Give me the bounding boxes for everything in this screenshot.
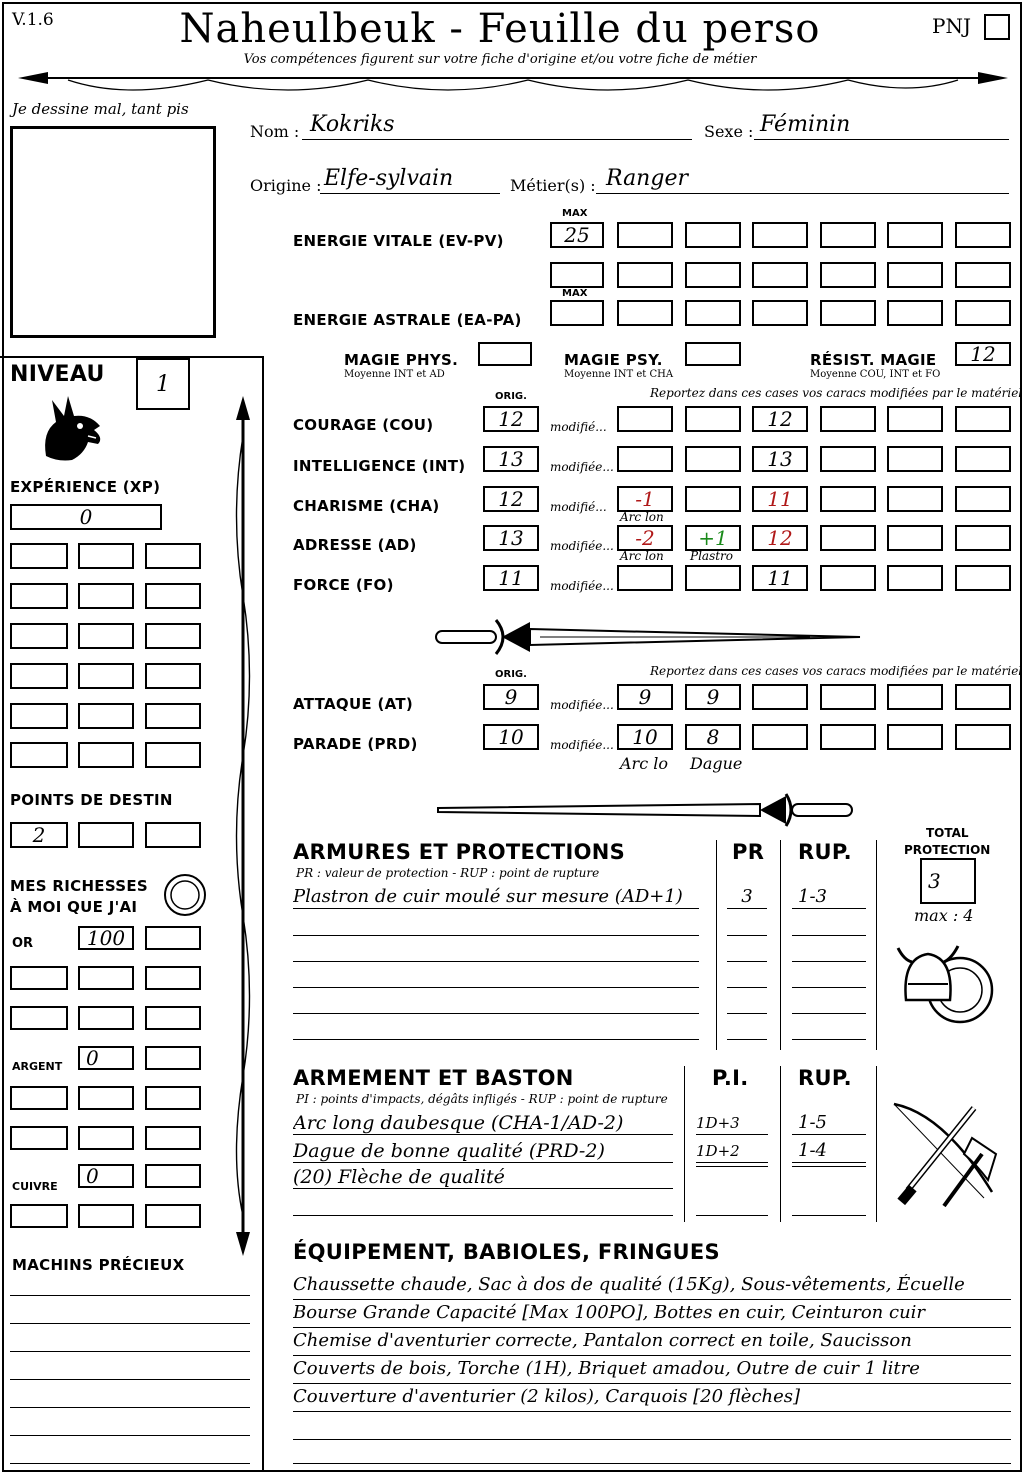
or-box[interactable] [10, 1006, 68, 1030]
nom-field[interactable]: Kokriks [302, 112, 692, 140]
machins-line[interactable] [10, 1384, 250, 1408]
armor-line[interactable] [293, 938, 699, 962]
resist-magie-sub: Moyenne COU, INT et FO [810, 369, 941, 380]
armor-line[interactable] [792, 938, 866, 962]
ev-box[interactable] [955, 222, 1011, 248]
argent-label: ARGENT [12, 1060, 63, 1073]
destin-box[interactable] [78, 822, 134, 848]
stat-mod-cou[interactable] [820, 406, 876, 432]
ea-box[interactable] [955, 300, 1011, 326]
niveau-label: NIVEAU [10, 362, 105, 387]
armor-line[interactable] [727, 912, 767, 936]
ev-box[interactable] [550, 262, 604, 288]
stat-mod-cou[interactable] [617, 406, 673, 432]
equipment-line[interactable]: Couverture d'aventurier (2 kilos), Carquois [20 flèches] [293, 1386, 1011, 1412]
xp-box[interactable] [78, 543, 134, 569]
argent-box[interactable] [10, 1086, 68, 1110]
armor-line[interactable] [792, 964, 866, 988]
equipment-line[interactable]: Chemise d'aventurier correcte, Pantalon correct en toile, Saucisson [293, 1330, 1011, 1356]
prd-mod[interactable] [820, 724, 876, 750]
armor-subtitle: PR : valeur de protection - RUP : point de rupture [296, 866, 600, 880]
weapon-line[interactable] [792, 1194, 866, 1216]
equipment-line[interactable]: Chaussette chaude, Sac à dos de qualité (15Kg), Sous-vêtements, Écuelle [293, 1274, 1011, 1300]
weapon-pi[interactable]: 1D+2 [696, 1140, 768, 1163]
xp-box[interactable] [145, 663, 201, 689]
stat-mod-cha[interactable] [887, 486, 943, 512]
destin-label: POINTS DE DESTIN [10, 791, 173, 809]
equipment-line[interactable] [293, 1414, 1011, 1440]
armor-line[interactable] [792, 1016, 866, 1040]
page-title: Naheulbeuk - Feuille du perso [179, 6, 821, 52]
pnj-label: PNJ [932, 14, 971, 38]
xp-box[interactable] [78, 663, 134, 689]
or-box[interactable] [145, 926, 201, 950]
stat-orig-cha[interactable]: 12 [483, 486, 539, 512]
stat-orig-ad[interactable]: 13 [483, 525, 539, 551]
ea-label: ENERGIE ASTRALE (EA-PA) [293, 311, 522, 329]
total-protection-label: TOTAL [926, 826, 969, 840]
xp-box[interactable] [10, 703, 68, 729]
stat-mod-int[interactable] [617, 446, 673, 472]
weapon-rup[interactable]: 1-4 [792, 1140, 866, 1163]
equipment-title: ÉQUIPEMENT, BABIOLES, FRINGUES [293, 1240, 720, 1264]
stat-label-fo: FORCE (FO) [293, 576, 394, 594]
stat-mod-label: modifiée... [550, 460, 614, 474]
ev-box[interactable] [617, 262, 673, 288]
version-label: V.1.6 [12, 10, 54, 30]
stat-mod-int[interactable] [955, 446, 1011, 472]
sexe-field[interactable]: Féminin [754, 112, 1009, 140]
armor-col-divider [876, 840, 877, 1050]
xp-box[interactable] [145, 583, 201, 609]
portrait-box[interactable] [10, 126, 216, 338]
at-mod[interactable]: 9 [685, 684, 741, 710]
combat-note: Dague [690, 754, 743, 773]
weapons-col-divider [876, 1066, 877, 1222]
argent-box[interactable] [145, 1126, 201, 1150]
ea-box[interactable] [752, 300, 808, 326]
xp-box[interactable] [10, 663, 68, 689]
combat-report-note: Reportez dans ces cases vos caracs modifiées par le matériel [650, 664, 1023, 678]
armor-rup-header: RUP. [798, 840, 852, 864]
xp-box[interactable] [145, 623, 201, 649]
cuivre-box[interactable] [145, 1164, 201, 1188]
ea-box[interactable] [820, 300, 876, 326]
or-box[interactable] [145, 966, 201, 990]
weapons-title: ARMEMENT ET BASTON [293, 1066, 574, 1090]
ev-box[interactable] [887, 222, 943, 248]
argent-box[interactable] [78, 1086, 134, 1110]
armor-line[interactable] [727, 1016, 767, 1040]
or-label: OR [12, 936, 34, 951]
armor-line[interactable] [792, 912, 866, 936]
xp-box[interactable] [10, 623, 68, 649]
at-mod[interactable]: 9 [617, 684, 673, 710]
cuivre-box[interactable]: 0 [78, 1164, 134, 1188]
cuivre-box[interactable] [78, 1204, 134, 1228]
stat-mod-fo[interactable] [685, 565, 741, 591]
prd-mod[interactable] [887, 724, 943, 750]
xp-label: EXPÉRIENCE (XP) [10, 478, 161, 496]
stat-mod-fo[interactable] [820, 565, 876, 591]
armor-rup[interactable]: 1-3 [792, 886, 866, 909]
stat-label-int: INTELLIGENCE (INT) [293, 457, 466, 475]
stat-final-int[interactable]: 13 [752, 446, 808, 472]
or-box[interactable] [78, 966, 134, 990]
stat-mod-ad[interactable] [887, 525, 943, 551]
at-mod-label: modifiée... [550, 698, 614, 712]
richesses-label: MES RICHESSES [10, 877, 149, 895]
nom-label: Nom : [250, 122, 300, 141]
ea-box[interactable] [617, 300, 673, 326]
spear-icon [226, 396, 260, 1256]
magie-phys-label: MAGIE PHYS. [344, 351, 459, 369]
sexe-label: Sexe : [704, 122, 754, 141]
richesses-label-2: À MOI QUE J'AI [10, 898, 138, 916]
machins-line[interactable] [10, 1272, 250, 1296]
stat-mod-fo[interactable] [887, 565, 943, 591]
stat-mod-label: modifiée... [550, 579, 614, 593]
weapons-subtitle: PI : points d'impacts, dégâts infligés - RUP : point de rupture [296, 1092, 668, 1106]
at-mod[interactable] [955, 684, 1011, 710]
cuivre-box[interactable] [10, 1204, 68, 1228]
machins-line[interactable] [10, 1328, 250, 1352]
origine-label: Origine : [250, 176, 322, 195]
armor-line[interactable] [727, 990, 767, 1014]
resist-magie-label: RÉSIST. MAGIE [810, 351, 937, 369]
sword-icon [430, 612, 870, 662]
armor-pr[interactable]: 3 [727, 886, 767, 909]
stat-final-ad[interactable]: 12 [752, 525, 808, 551]
equipment-line[interactable] [293, 1442, 1011, 1464]
argent-box[interactable] [145, 1046, 201, 1070]
stat-mod-label: modifié... [550, 420, 607, 434]
machins-line[interactable] [10, 1300, 250, 1324]
ev-max-box[interactable]: 25 [550, 222, 604, 248]
magie-psy-label: MAGIE PSY. [564, 351, 663, 369]
stat-mod-ad[interactable] [820, 525, 876, 551]
weapons-col-divider [684, 1066, 685, 1222]
ev-box[interactable] [955, 262, 1011, 288]
or-box[interactable] [145, 1006, 201, 1030]
ev-box[interactable] [887, 262, 943, 288]
magie-psy-box[interactable] [685, 342, 741, 366]
at-mod[interactable] [752, 684, 808, 710]
xp-box[interactable] [145, 742, 201, 768]
armor-line[interactable] [293, 990, 699, 1014]
metier-label: Métier(s) : [510, 176, 596, 195]
weapon-pi[interactable] [696, 1166, 768, 1167]
argent-box[interactable] [10, 1126, 68, 1150]
ev-box[interactable] [685, 222, 741, 248]
ea-max-label: MAX [562, 288, 588, 299]
xp-box[interactable] [78, 623, 134, 649]
at-label: ATTAQUE (AT) [293, 695, 414, 713]
combat-note: Arc lo [620, 754, 668, 773]
weapons-col-divider [780, 1066, 781, 1222]
weapon-pi[interactable]: 1D+3 [696, 1112, 768, 1135]
total-protection-box[interactable]: 3 [920, 858, 976, 904]
magie-phys-box[interactable] [478, 342, 532, 366]
ev-box[interactable] [820, 222, 876, 248]
destin-box[interactable] [145, 822, 201, 848]
armor-col-divider [716, 840, 717, 1050]
stat-mod-cha[interactable]: -1 [617, 486, 673, 512]
xp-box[interactable] [145, 703, 201, 729]
stat-label-cou: COURAGE (COU) [293, 416, 434, 434]
magie-psy-sub: Moyenne INT et CHA [564, 369, 674, 380]
stat-mod-cha[interactable] [685, 486, 741, 512]
weapon-rup[interactable]: 1-5 [792, 1112, 866, 1135]
weapon-item[interactable]: (20) Flèche de qualité [293, 1166, 673, 1189]
stat-orig-int[interactable]: 13 [483, 446, 539, 472]
prd-mod[interactable] [955, 724, 1011, 750]
stat-mod-fo[interactable] [617, 565, 673, 591]
stat-mod-label: modifié... [550, 500, 607, 514]
cuivre-label: CUIVRE [12, 1180, 58, 1193]
xp-box[interactable] [10, 742, 68, 768]
armor-item[interactable]: Plastron de cuir moulé sur mesure (AD+1) [293, 886, 699, 909]
at-mod[interactable] [820, 684, 876, 710]
max-protection-note: max : 4 [914, 906, 974, 925]
equipment-line[interactable]: Bourse Grande Capacité [Max 100PO], Bottes en cuir, Ceinturon cuir [293, 1302, 1011, 1328]
xp-box[interactable] [10, 543, 68, 569]
stat-mod-cou[interactable] [955, 406, 1011, 432]
armor-line[interactable] [792, 990, 866, 1014]
magie-phys-sub: Moyenne INT et AD [344, 369, 445, 380]
portrait-caption: Je dessine mal, tant pis [12, 100, 189, 118]
left-divider-top [0, 356, 264, 358]
stat-label-cha: CHARISME (CHA) [293, 497, 440, 515]
stat-mod-cha[interactable] [955, 486, 1011, 512]
xp-box[interactable] [145, 543, 201, 569]
ev-max-label: MAX [562, 208, 588, 219]
stat-mod-int[interactable] [820, 446, 876, 472]
machins-line[interactable] [10, 1356, 250, 1380]
prd-mod-label: modifiée... [550, 738, 614, 752]
prd-orig[interactable]: 10 [483, 724, 539, 750]
armor-line[interactable] [293, 1016, 699, 1040]
weapon-line[interactable] [696, 1194, 768, 1216]
stat-mod-fo[interactable] [955, 565, 1011, 591]
origine-field[interactable]: Elfe-sylvain [320, 166, 500, 194]
ev-label: ENERGIE VITALE (EV-PV) [293, 232, 504, 250]
weapons-pi-header: P.I. [712, 1066, 749, 1090]
stat-mod-int[interactable] [887, 446, 943, 472]
xp-box[interactable] [78, 583, 134, 609]
machins-line[interactable] [10, 1440, 250, 1464]
armor-col-divider [780, 840, 781, 1050]
total-protection-label-2: PROTECTION [904, 843, 991, 857]
weapon-item[interactable]: Dague de bonne qualité (PRD-2) [293, 1140, 673, 1163]
stat-mod-cou[interactable] [887, 406, 943, 432]
armor-line[interactable] [727, 964, 767, 988]
equipment-line[interactable]: Couverts de bois, Torche (1H), Briquet amadou, Outre de cuir 1 litre [293, 1358, 1011, 1384]
weapons-rup-header: RUP. [798, 1066, 852, 1090]
armor-line[interactable] [293, 912, 699, 936]
prd-mod[interactable]: 10 [617, 724, 673, 750]
dragon-head-icon [38, 392, 108, 464]
stat-final-fo[interactable]: 11 [752, 565, 808, 591]
or-box[interactable]: 100 [78, 926, 134, 950]
stat-mod-label: modifiée... [550, 539, 614, 553]
ea-box[interactable] [685, 300, 741, 326]
sword-icon [430, 788, 870, 832]
argent-box[interactable] [145, 1086, 201, 1110]
metier-field[interactable]: Ranger [596, 166, 1009, 194]
coin-icon [162, 872, 208, 918]
at-mod[interactable] [887, 684, 943, 710]
weapon-item[interactable]: Arc long daubesque (CHA-1/AD-2) [293, 1112, 673, 1135]
argent-box[interactable]: 0 [78, 1046, 134, 1070]
stat-mod-note: Plastro [690, 549, 734, 563]
left-divider [262, 356, 264, 1472]
ea-box[interactable] [887, 300, 943, 326]
ea-max-box[interactable] [550, 300, 604, 326]
pnj-checkbox[interactable] [984, 14, 1010, 40]
at-orig[interactable]: 9 [483, 684, 539, 710]
machins-label: MACHINS PRÉCIEUX [12, 1256, 185, 1274]
niveau-box[interactable]: 1 [136, 358, 190, 410]
ev-box[interactable] [752, 262, 808, 288]
armor-line[interactable] [727, 938, 767, 962]
argent-box[interactable] [78, 1126, 134, 1150]
armor-title: ARMURES ET PROTECTIONS [293, 840, 626, 864]
xp-box[interactable] [78, 742, 134, 768]
armor-line[interactable] [293, 964, 699, 988]
stat-mod-ad[interactable]: -2 [617, 525, 673, 551]
stat-mod-cha[interactable] [820, 486, 876, 512]
xp-box[interactable]: 0 [10, 504, 162, 530]
machins-line[interactable] [10, 1412, 250, 1436]
or-box[interactable] [78, 1006, 134, 1030]
cuivre-box[interactable] [145, 1204, 201, 1228]
page-subtitle: Vos compétences figurent sur votre fiche d'origine et/ou votre fiche de métier [243, 52, 757, 67]
xp-box[interactable] [78, 703, 134, 729]
stat-final-cou[interactable]: 12 [752, 406, 808, 432]
or-box[interactable] [10, 966, 68, 990]
stat-orig-cou[interactable]: 12 [483, 406, 539, 432]
prd-mod[interactable] [752, 724, 808, 750]
armor-pr-header: PR [732, 840, 765, 864]
weapon-line[interactable] [293, 1194, 673, 1216]
ev-box[interactable] [820, 262, 876, 288]
resist-magie-box[interactable]: 12 [955, 342, 1011, 366]
stat-orig-fo[interactable]: 11 [483, 565, 539, 591]
stat-mod-ad[interactable]: +1 [685, 525, 741, 551]
ev-box[interactable] [617, 222, 673, 248]
stats-orig-label: ORIG. [495, 391, 527, 402]
prd-mod[interactable]: 8 [685, 724, 741, 750]
stat-mod-cou[interactable] [685, 406, 741, 432]
stat-mod-int[interactable] [685, 446, 741, 472]
stat-mod-ad[interactable] [955, 525, 1011, 551]
combat-orig-label: ORIG. [495, 669, 527, 680]
crossed-weapons-icon [884, 1094, 1008, 1218]
ev-box[interactable] [752, 222, 808, 248]
ev-box[interactable] [685, 262, 741, 288]
xp-box[interactable] [10, 583, 68, 609]
destin-box[interactable]: 2 [10, 822, 68, 848]
stat-mod-note: Arc lon [620, 549, 664, 563]
prd-label: PARADE (PRD) [293, 735, 418, 753]
weapon-rup[interactable] [792, 1166, 866, 1167]
stat-mod-note: Arc lon [620, 510, 664, 524]
stat-final-cha[interactable]: 11 [752, 486, 808, 512]
stat-label-ad: ADRESSE (AD) [293, 536, 417, 554]
helmet-shield-icon [888, 930, 998, 1040]
stats-report-note: Reportez dans ces cases vos caracs modifiées par le matériel [650, 386, 1023, 400]
